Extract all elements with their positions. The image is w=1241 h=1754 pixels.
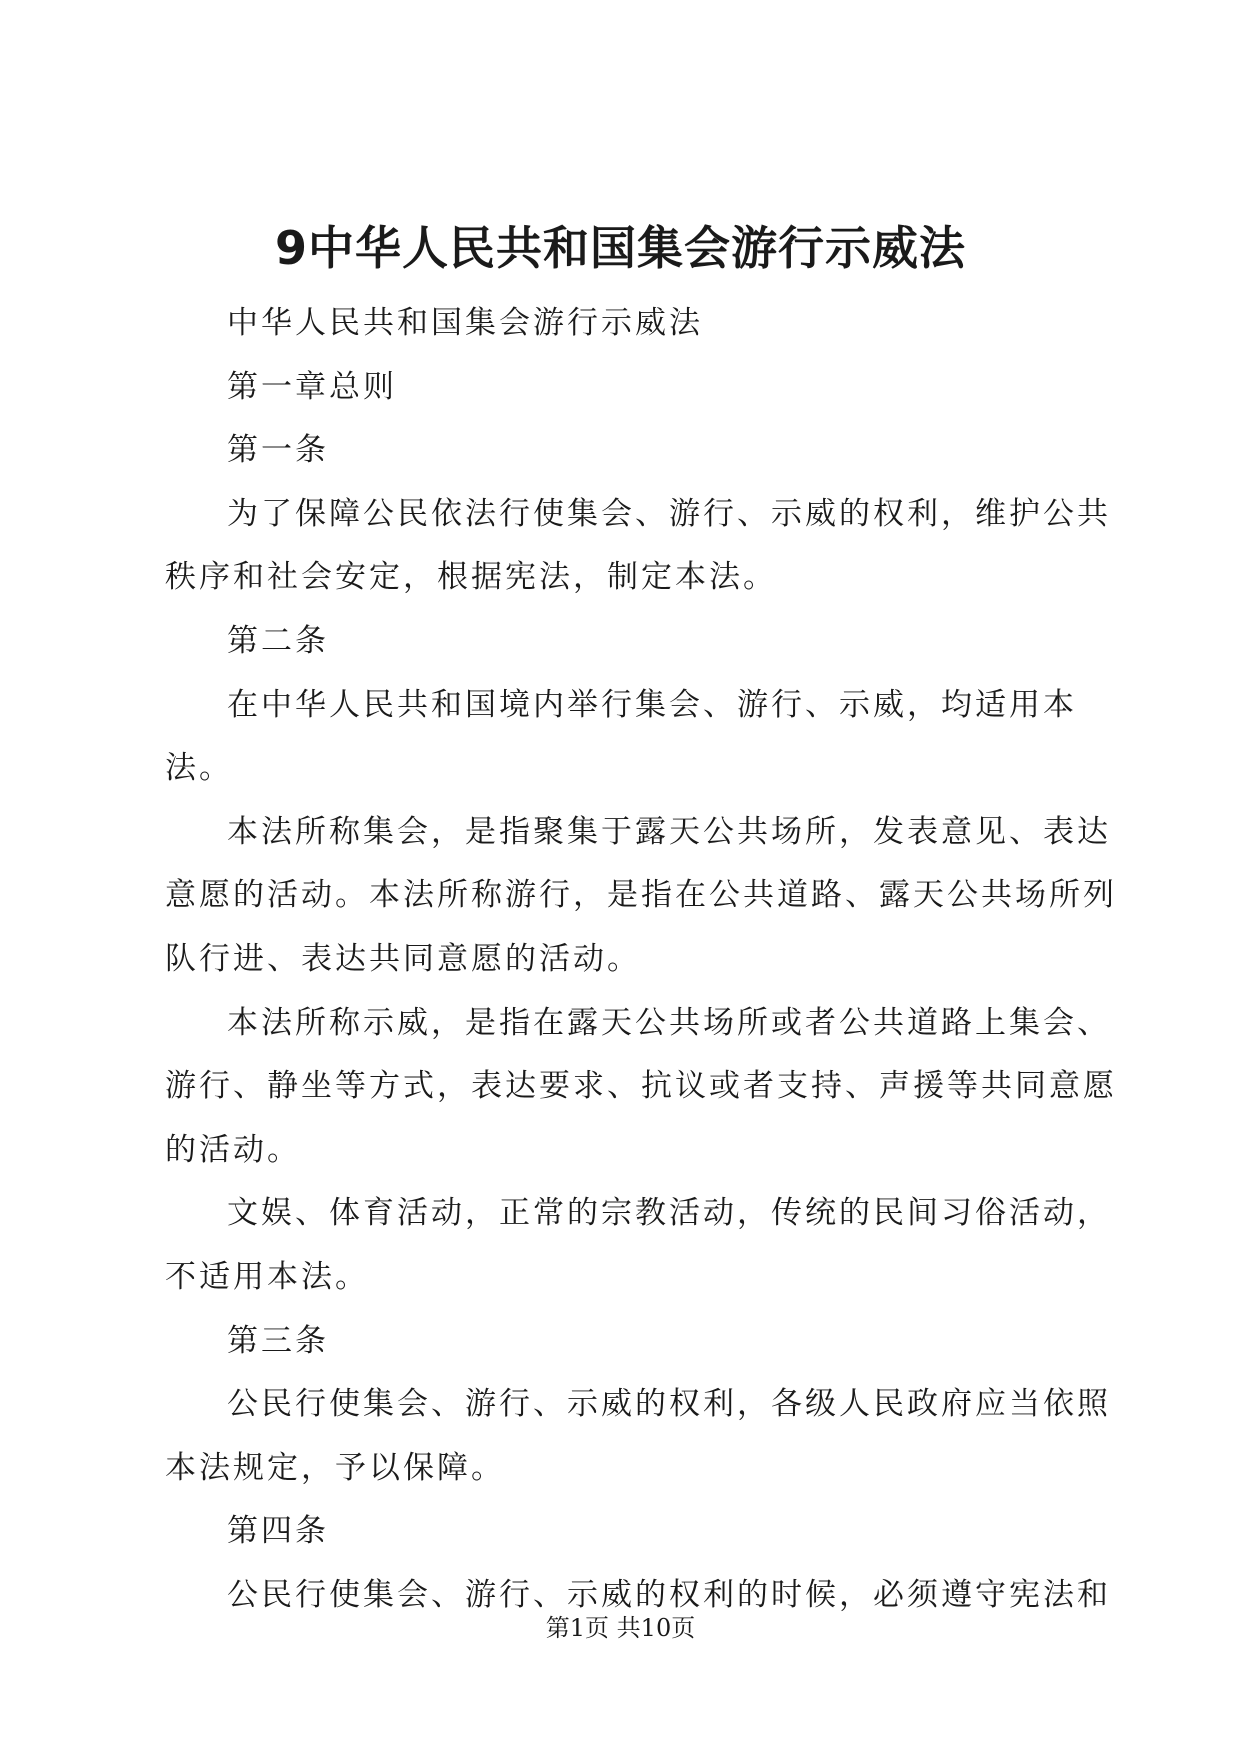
paragraph: 第四条 (227, 1513, 329, 1550)
paragraph: 本法所称集会，是指聚集于露天公共场所，发表意见、表达意愿的活动。本法所称游行，是指在公共道路、露天公共场所列队行进、表达共同意愿的活动。 (165, 813, 1117, 977)
paragraph: 中华人民共和国集会游行示威法 (227, 305, 703, 341)
paragraph: 第一章总则 (227, 368, 397, 405)
paragraph: 在中华人民共和国境内举行集会、游行、示威，均适用本法。 (165, 686, 1077, 787)
paragraph: 为了保障公民依法行使集会、游行、示威的权利，维护公共秩序和社会安定，根据宪法，制定本法。 (165, 495, 1111, 596)
paragraph: 第一条 (227, 432, 329, 469)
paragraph: 第二条 (227, 622, 329, 659)
page-footer: 第1页 共10页 (545, 1614, 696, 1642)
document-title: 9中华人民共和国集会游行示威法 (274, 221, 966, 275)
paragraph: 文娱、体育活动，正常的宗教活动，传统的民间习俗活动，不适用本法。 (165, 1195, 1111, 1295)
document-body (165, 292, 1125, 1627)
paragraph: 本法所称示威，是指在露天公共场所或者公共道路上集会、游行、静坐等方式，表达要求、抗议或者支持、声援等共同意愿的活动。 (165, 1004, 1117, 1168)
paragraph: 公民行使集会、游行、示威的权利的时候，必须遵守宪法和 (227, 1576, 1111, 1613)
paragraph: 公民行使集会、游行、示威的权利，各级人民政府应当依照本法规定，予以保障。 (165, 1386, 1111, 1486)
paragraph: 第三条 (227, 1322, 329, 1359)
